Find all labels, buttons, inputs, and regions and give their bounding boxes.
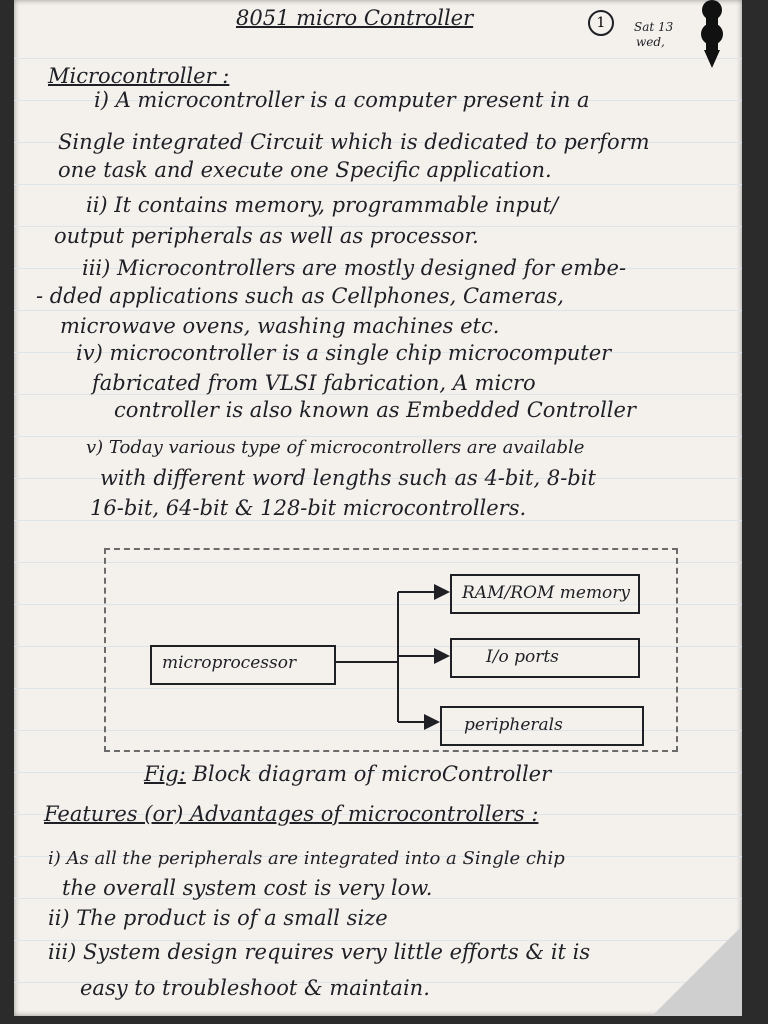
figure-label: Fig: — [144, 762, 186, 786]
figure-caption — [144, 762, 551, 786]
page-title: 8051 micro Controller — [236, 6, 474, 30]
binder-clip-icon — [682, 0, 742, 80]
microprocessor-label: microprocessor — [162, 653, 297, 673]
figure-caption-text: Block diagram of microController — [192, 762, 552, 786]
text-line: v) Today various type of microcontrollers are available — [86, 437, 585, 458]
text-line: ii) It contains memory, programmable input/ — [86, 193, 559, 217]
text-line: - dded applications such as Cellphones, Cameras, — [36, 284, 564, 308]
text-line: iii) Microcontrollers are mostly designed for embe- — [82, 256, 627, 280]
text-line: output peripherals as well as processor. — [54, 224, 479, 248]
text-line: ii) The product is of a small size — [48, 906, 388, 930]
text-line: fabricated from VLSI fabrication, A micro — [92, 371, 536, 395]
text-line: iv) microcontroller is a single chip microcomputer — [76, 341, 612, 365]
date-line-2: wed, — [636, 35, 665, 49]
text-line: microwave ovens, washing machines etc. — [60, 314, 500, 338]
text-line: Single integrated Circuit which is dedicated to perform — [58, 130, 650, 154]
text-line: 16-bit, 64-bit & 128-bit microcontrollers. — [90, 496, 527, 520]
text-line: iii) System design requires very little efforts & it is — [48, 940, 591, 964]
text-line: i) A microcontroller is a computer present in a — [94, 88, 590, 112]
section-heading-features: Features (or) Advantages of microcontrollers : — [44, 802, 539, 826]
page-number: 1 — [588, 10, 614, 36]
text-line: the overall system cost is very low. — [62, 876, 433, 900]
text-line: with different word lengths such as 4-bit, 8-bit — [100, 466, 596, 490]
text-line: one task and execute one Specific application. — [58, 158, 552, 182]
text-line: i) As all the peripherals are integrated into a Single chip — [48, 848, 565, 869]
io-ports-label: I/o ports — [486, 647, 559, 667]
memory-label: RAM/ROM memory — [462, 583, 631, 603]
notebook-page — [14, 0, 742, 1016]
section-heading-microcontroller: Microcontroller : — [48, 64, 230, 88]
date-line-1: Sat 13 — [634, 20, 674, 34]
text-line: easy to troubleshoot & maintain. — [80, 976, 430, 1000]
text-line: controller is also known as Embedded Controller — [114, 398, 636, 422]
page-fold — [652, 926, 742, 1016]
peripherals-label: peripherals — [464, 715, 563, 735]
